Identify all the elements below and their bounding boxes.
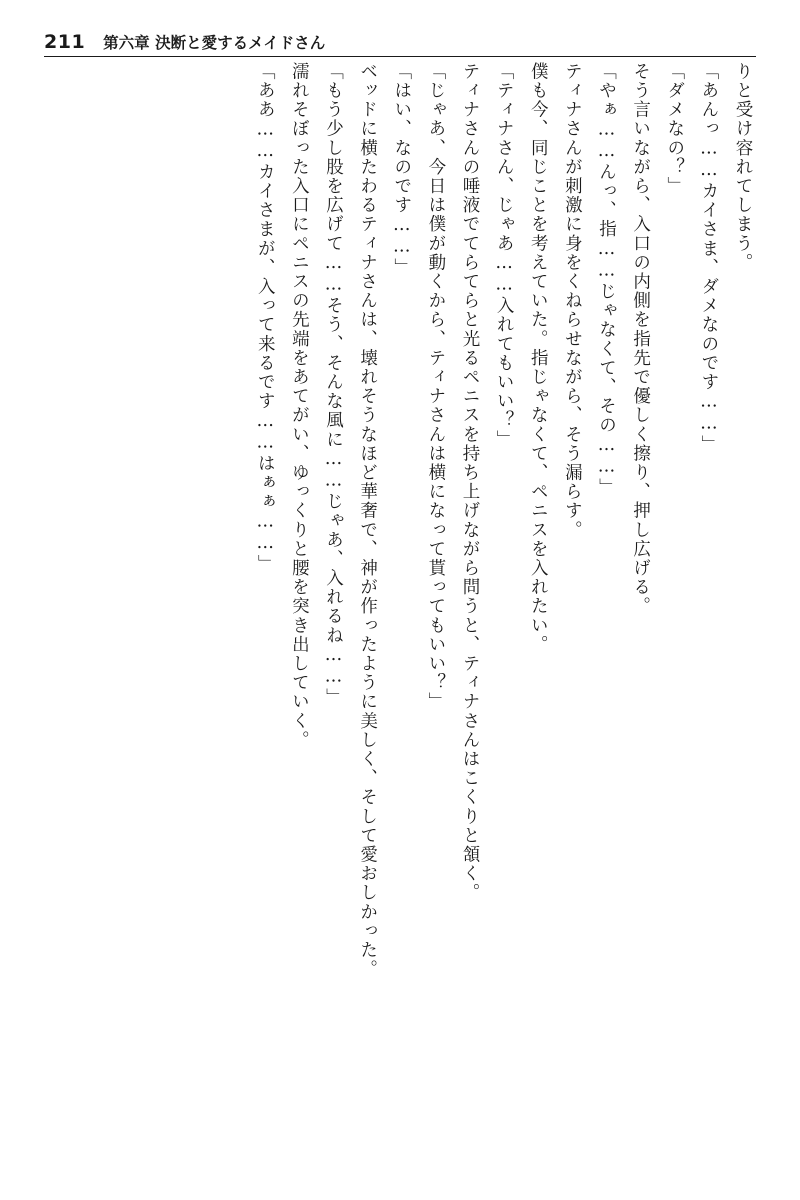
paragraph: 「あんっ……カイさま、ダメなのです……」 [698,62,719,454]
chapter-title: 第六章 決断と愛するメイドさん [103,33,326,52]
paragraph: 「やぁ……んっ、指……じゃなくて、その……」 [596,62,617,498]
paragraph: 「もう少し股を広げて……そう、そんな風に……じゃあ、入れるね……」 [323,62,344,708]
paragraph: 僕も今、同じことを考えていた。指じゃなくて、ペニスを入れたい。 [528,62,549,655]
paragraph: 濡れそぼった入口にペニスの先端をあてがい、ゆっくりと腰を突き出していく。 [289,62,310,750]
vertical-text-block [40,62,760,1162]
paragraph: 「ああ……カイさまが、入って来るです……はぁぁ……」 [255,62,276,574]
paragraph: そう言いながら、入口の内側を指先で優しく擦り、押し広げる。 [630,62,651,616]
paragraph: ティナさんの唾液でてらてらと光るペニスを持ち上げながら問うと、ティナさんはこくりと頷く。 [460,62,480,903]
paragraph: ティナさんが刺激に身をくねらせながら、そう漏らす。 [562,62,583,540]
paragraph: 「はい、なのです……」 [391,62,412,278]
paragraph: 「じゃあ、今日は僕が動くから、ティナさんは横になって貰ってもいい？」 [425,62,446,712]
paragraph: 「ダメなの？」 [664,62,685,196]
running-header [44,18,756,57]
page-number: 211 [44,31,86,53]
paragraph: りと受け容れてしまう。 [733,62,753,273]
paragraph: 「ティナさん、じゃあ……入れてもいい？」 [494,62,515,449]
body-text-area [40,62,760,1172]
paragraph: ベッドに横たわるティナさんは、壊れそうなほど華奢で、神が作ったように美しく、そして愛おしかった。 [357,62,378,979]
